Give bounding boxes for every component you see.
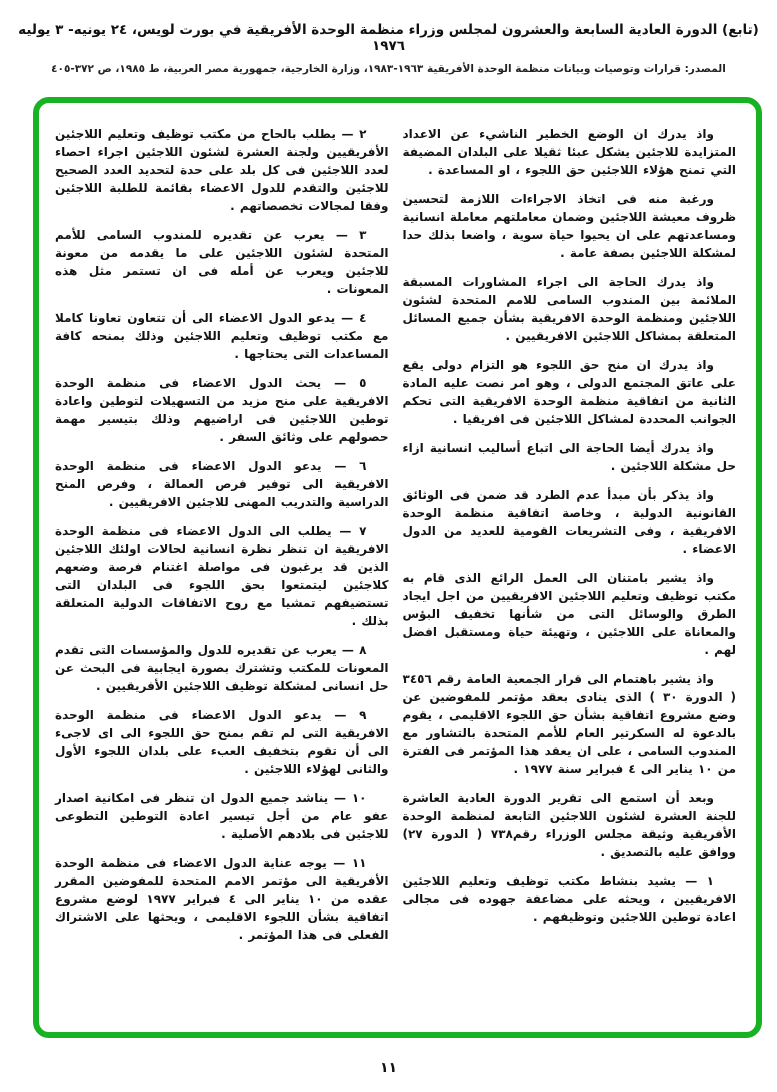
- source-citation: المصدر: قرارات وتوصيات وبيانات منظمة الوحدة الأفريقية ١٩٦٣-١٩٨٣، وزارة الخارجية، جمهورية مصر العربية، ط ١٩٨٥، ص ٣٧٢-٤٠٥: [51, 63, 726, 75]
- paragraph: واذ يذكر بأن مبدأ عدم الطرد قد ضمن فى الوثائق القانونية الدولية ، وخاصة اتفاقية منظمة الوحدة الافريقية ، وفى التشريعات القومية للعديد من الدول الاعضاء .: [402, 488, 736, 556]
- right-column: [403, 125, 737, 1018]
- left-column: [55, 125, 389, 1018]
- page-number: ١١: [379, 1060, 398, 1076]
- numbered-resolution-item: ٣ — يعرب عن تقديره للمندوب السامى للأمم المتحدة لشئون اللاجئين على ما يقدمه من معونة للاجئين ويعرب عن أمله فى ان تستمر مثل هذه المعونات .: [55, 228, 389, 296]
- numbered-resolution-item: ١٠ — يناشد جميع الدول ان تنظر فى امكانية اصدار عفو عام من أجل تيسير اعادة التوطين التطوعى للاجئين فى بلادهم الأصلية .: [55, 791, 389, 841]
- numbered-resolution-item: ٥ — يحث الدول الاعضاء فى منظمة الوحدة الافريقية على منح مزيد من التسهيلات لتوطين واعادة توطين اللاجئين فى اراضيهم وذلك بتيسير مهمة حصولهم على وثائق السفر .: [55, 376, 389, 444]
- two-column-layout: [39, 103, 756, 1032]
- paragraph: واذ يشير بامتنان الى العمل الرائع الذى قام به مكتب توظيف وتعليم اللاجئين الافريقيين من اجل ايجاد الطرق والوسائل التى من شأنها تخفيف البؤس والمعاناة على اللاجئين ، وتهيئة حياة ومستقبل افضل لهم .: [402, 571, 736, 657]
- numbered-resolution-item: ٩ — يدعو الدول الاعضاء فى منظمة الوحدة الافريقية التى لم تقم بمنح حق اللجوء الى اى لاجىء الى أن تقوم بتخفيف العبء على بلدان اللجوء الأول والثانى لهؤلاء اللاجئين .: [55, 708, 389, 776]
- numbered-resolution-item: ٨ — يعرب عن تقديره للدول والمؤسسات التى تقدم المعونات للمكتب وتشترك بصورة ايجابية فى البحث عن حل انسانى لمشكلة توظيف اللاجئين الأفريقيين .: [55, 643, 389, 693]
- paragraph: واذ يدرك أيضا الحاجة الى اتباع أساليب انسانية ازاء حل مشكلة اللاجئين .: [402, 441, 736, 473]
- numbered-resolution-item: ٢ — يطلب بالحاح من مكتب توظيف وتعليم اللاجئين الأفريقيين ولجنة العشرة لشئون اللاجئين اجراء احصاء لعدد اللاجئين فى كل بلد على حدة لتحديد العدد الصحيح للاجئين والتقدم للدول الاعضاء بقائمة للطلبة اللاجئين وفقا لمجالات تخصصاتهم .: [55, 127, 389, 213]
- paragraph: ورغبة منه فى اتخاذ الاجراءات اللازمة لتحسين ظروف معيشة اللاجئين وضمان معاملتهم معاملة انسانية ومساعدتهم على ان يحيوا حياة سوية ، واضعا بذلك حدا لمشكلة اللاجئين بصفة عامة .: [402, 192, 736, 260]
- numbered-resolution-item: ١ — يشيد بنشاط مكتب توظيف وتعليم اللاجئين الافريقيين ، ويحثه على مضاعفة جهوده فى مجالى اعادة توطين اللاجئين وتوظيفهم .: [402, 874, 736, 924]
- numbered-resolution-item: ٧ — يطلب الى الدول الاعضاء فى منظمة الوحدة الافريقية ان تنظر نظرة انسانية لحالات اولئك اللاجئين الذين قد يرغبون فى مواصلة اغتنام فرصة وضعهم كلاجئين ليتمتعوا بحق اللجوء فى البلدان التى تستضيفهم تمشيا مع روح الاتفاقات الدولية المتعلقة بذلك .: [55, 524, 389, 628]
- numbered-resolution-item: ٤ — يدعو الدول الاعضاء الى أن تتعاون تعاونا كاملا مع مكتب توظيف وتعليم اللاجئين وذلك بمنحه كافة المساعدات التى يحتاجها .: [55, 311, 389, 361]
- numbered-resolution-item: ١١ — يوجه عناية الدول الاعضاء فى منظمة الوحدة الأفريقية الى مؤتمر الامم المتحدة للمفوضين المقرر عقده من ١٠ يناير الى ٤ فبراير ١٩٧٧ لوضع مشروع اتفاقية بشأن اللجوء الاقليمى ، ويحثها على الاشتراك الفعلى فى هذا المؤتمر .: [55, 856, 389, 942]
- paragraph: واذ يدرك الحاجة الى اجراء المشاورات المسبقة الملائمة بين المندوب السامى للامم المتحدة لشئون اللاجئين ومنظمة الوحدة الافريقية بشأن جميع المسائل المتعلقة بمشاكل اللاجئين الافريقيين .: [402, 275, 736, 343]
- session-title: (تابع) الدورة العادية السابعة والعشرون لمجلس وزراء منظمة الوحدة الأفريقية في بورت لويس، ٢٤ يونيه- ٣ يوليه ١٩٧٦: [18, 22, 759, 54]
- paragraph: واذ يشير باهتمام الى قرار الجمعية العامة رقم ٣٤٥٦ ( الدورة ٣٠ ) الذى ينادى بعقد مؤتمر للمفوضين عن وضع مشروع اتفاقية بشأن حق اللجوء الاقليمى ، يقوم بالدعوة له السكرتير العام للأمم المتحدة بالتشاور مع المندوب السامى ، على ان يعقد هذا المؤتمر فى الفترة من ١٠ يناير الى ٤ فبراير سنة ١٩٧٧ .: [402, 672, 737, 776]
- paragraph: واذ يدرك ان الوضع الخطير الناشيء عن الاعداد المتزايدة للاجئين يشكل عبئا ثقيلا على البلدان المضيفة التي تمنح هؤلاء اللاجئين حق اللجوء ، او المساعدة .: [402, 127, 736, 177]
- paragraph: وبعد أن استمع الى تقرير الدورة العادية العاشرة للجنة العشرة لشئون اللاجئين التابعة لمنظمة الوحدة الأفريقية وثيقة مجلس الوزراء رقم٧٣٨ ( الدورة ٢٧) ووافق عليه بالتصديق .: [402, 791, 736, 859]
- page-header: [0, 22, 777, 75]
- numbered-resolution-item: ٦ — يدعو الدول الاعضاء فى منظمة الوحدة الافريقية الى توفير فرص العمالة ، وفرص المنح الدراسية والتدريب المهنى للاجئين الافريقيين .: [55, 459, 389, 509]
- paragraph: واذ يدرك ان منح حق اللجوء هو التزام دولى يقع على عاتق المجتمع الدولى ، وهو امر نصت عليه المادة الثانية من اتفاقية منظمة الوحدة الافريقية التى تحكم الجوانب المحددة لمشاكل اللاجئين فى افريقيا .: [402, 358, 736, 426]
- green-frame: [33, 97, 762, 1038]
